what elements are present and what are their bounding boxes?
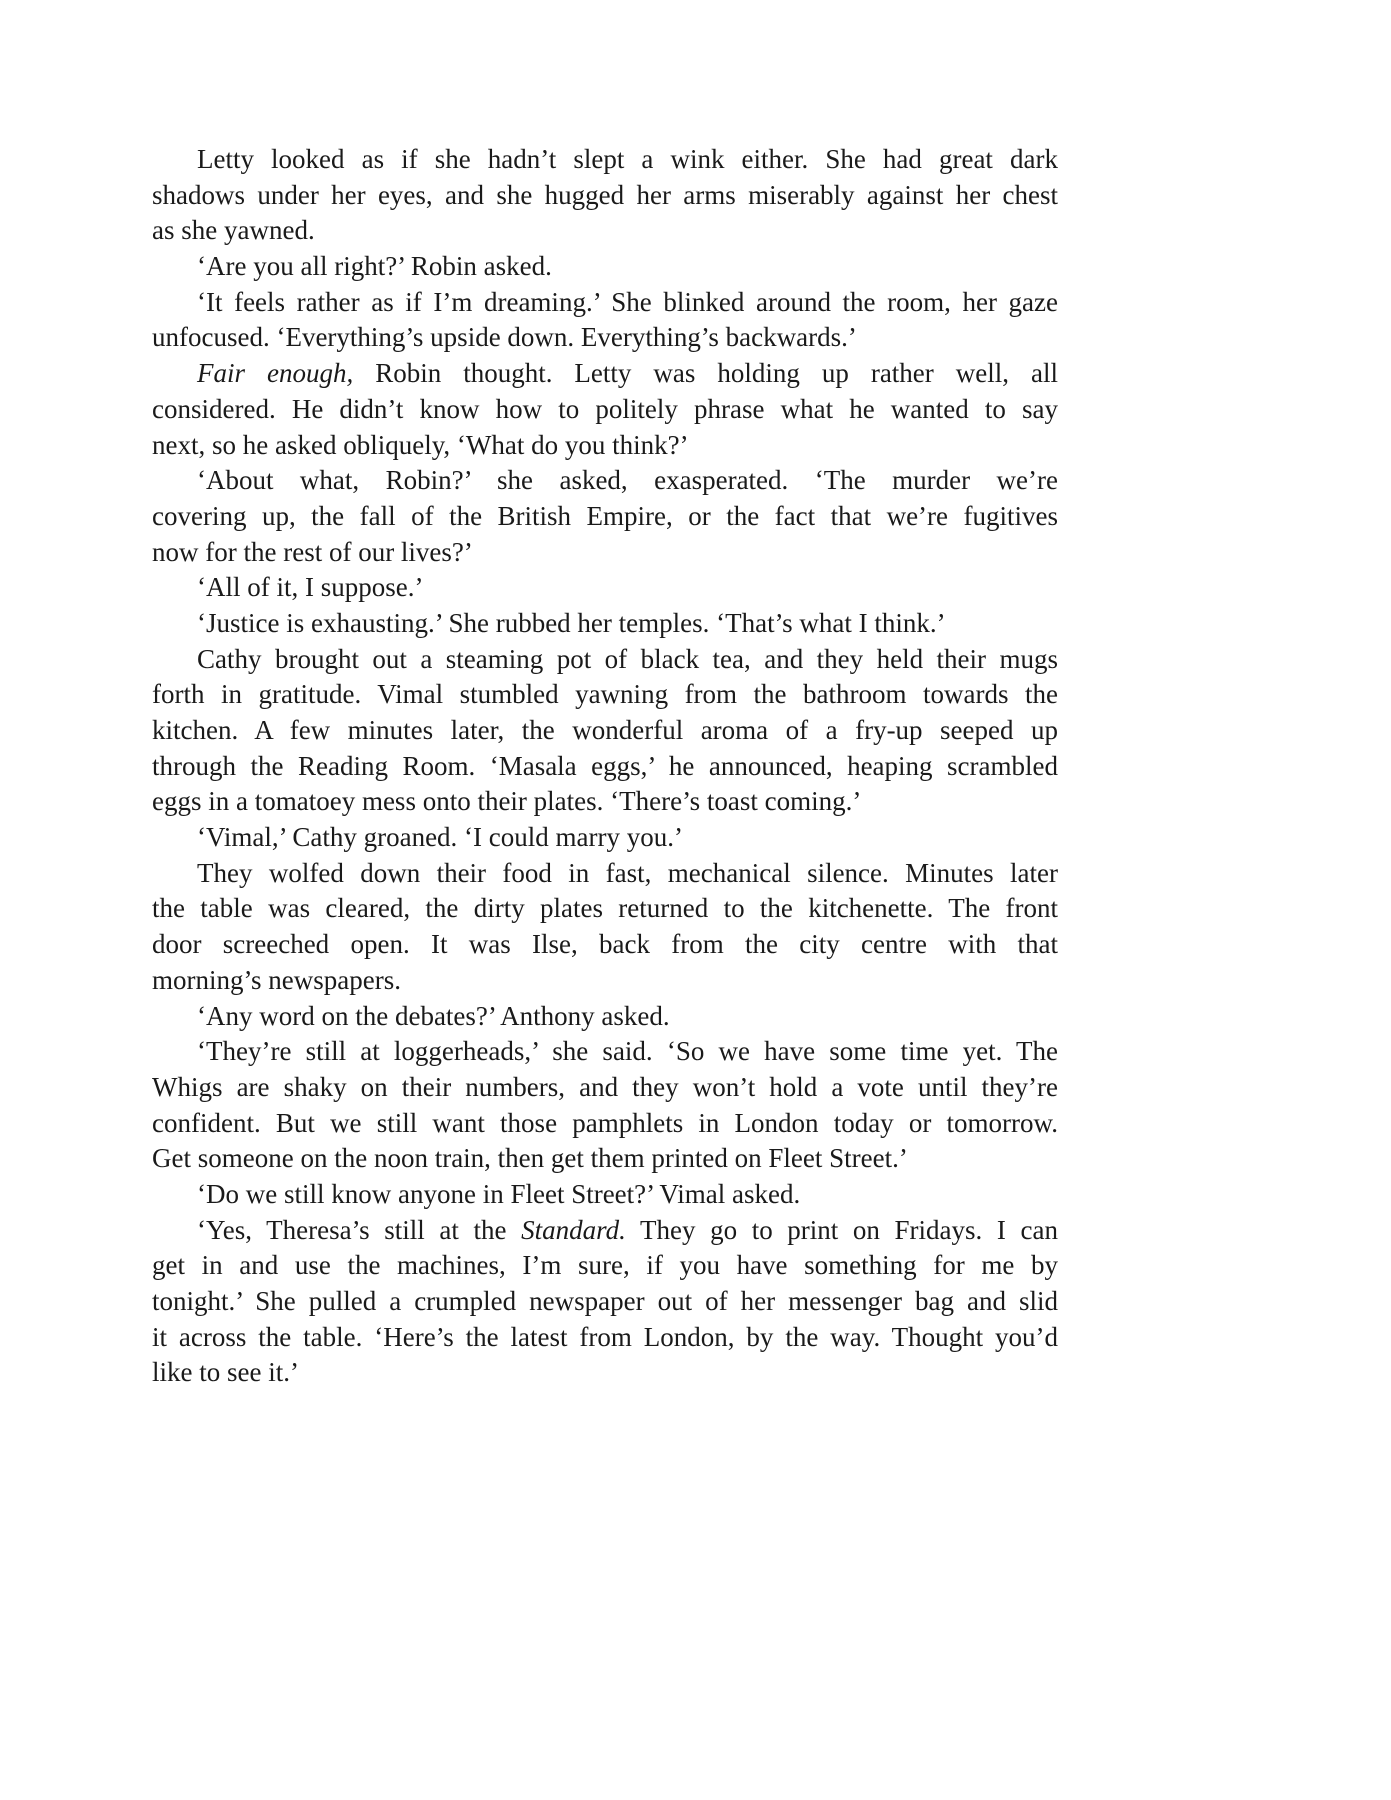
text-line [152,927,1058,963]
text-segment: Robin thought. Letty was holding up rather well, all [353,358,1058,389]
text-line [152,249,1058,285]
text-line [152,999,1058,1035]
text-segment: as she yawned. [152,215,315,246]
text-segment: Cathy brought out a steaming pot of black tea, and they held their mugs [197,643,1058,674]
text-segment: ‘It feels rather as if I’m dreaming.’ She blinked around the room, her gaze [197,286,1058,317]
text-segment: get in and use the machines, I’m sure, if you have something for me by [152,1250,1058,1281]
text-segment: Whigs are shaky on their numbers, and they won’t hold a vote until they’re [152,1071,1058,1102]
italic-text: Standard. [521,1214,626,1245]
paragraph [152,1034,1058,1177]
paragraph [152,570,1058,606]
text-segment: the table was cleared, the dirty plates returned to the kitchenette. The front [152,893,1058,924]
text-line [152,677,1058,713]
text-segment: next, so he asked obliquely, ‘What do you think?’ [152,429,689,460]
text-segment: through the Reading Room. ‘Masala eggs,’ he announced, heaping scrambled [152,750,1058,781]
text-line [152,428,1058,464]
text-line [152,356,1058,392]
text-segment: confident. But we still want those pamphlets in London today or tomorrow. [152,1107,1058,1138]
text-segment: ‘All of it, I suppose.’ [197,572,424,603]
text-line [152,392,1058,428]
text-line [152,499,1058,535]
text-segment: forth in gratitude. Vimal stumbled yawning from the bathroom towards the [152,679,1058,710]
paragraph [152,606,1058,642]
paragraph [152,820,1058,856]
text-line [152,570,1058,606]
text-line [152,1106,1058,1142]
text-line [152,784,1058,820]
text-line [152,1284,1058,1320]
text-segment: ‘They’re still at loggerheads,’ she said. ‘So we have some time yet. The [197,1036,1058,1067]
text-line [152,1320,1058,1356]
text-line [152,285,1058,321]
text-segment: ‘Do we still know anyone in Fleet Street?’ Vimal asked. [197,1178,801,1209]
text-segment: ‘Any word on the debates?’ Anthony asked. [197,1000,670,1031]
text-line [152,1213,1058,1249]
text-line [152,642,1058,678]
text-segment: covering up, the fall of the British Empire, or the fact that we’re fugitives [152,500,1058,531]
text-segment: They wolfed down their food in fast, mechanical silence. Minutes later [197,857,1058,888]
book-page-body [152,142,1058,1391]
paragraph [152,856,1058,999]
paragraph [152,249,1058,285]
text-line [152,1355,1058,1391]
text-segment: now for the rest of our lives?’ [152,536,473,567]
text-line [152,856,1058,892]
paragraph [152,999,1058,1035]
italic-text: Fair enough, [197,358,354,389]
text-segment: morning’s newspapers. [152,964,401,995]
paragraph [152,356,1058,463]
text-segment: eggs in a tomatoey mess onto their plates. ‘There’s toast coming.’ [152,786,862,817]
paragraph [152,285,1058,356]
text-line [152,213,1058,249]
text-segment: shadows under her eyes, and she hugged her arms miserably against her chest [152,179,1058,210]
text-segment: ‘About what, Robin?’ she asked, exasperated. ‘The murder we’re [197,465,1058,496]
text-segment: door screeched open. It was Ilse, back from the city centre with that [152,929,1058,960]
text-segment: ‘Are you all right?’ Robin asked. [197,251,552,282]
text-segment: unfocused. ‘Everything’s upside down. Everything’s backwards.’ [152,322,857,353]
text-segment: it across the table. ‘Here’s the latest from London, by the way. Thought you’d [152,1321,1058,1352]
text-segment: tonight.’ She pulled a crumpled newspaper out of her messenger bag and slid [152,1286,1058,1316]
text-line [152,320,1058,356]
text-line [152,713,1058,749]
text-line [152,1070,1058,1106]
text-line [152,1141,1058,1177]
text-line [152,463,1058,499]
text-line [152,820,1058,856]
text-segment: ‘Justice is exhausting.’ She rubbed her temples. ‘That’s what I think.’ [197,607,946,638]
text-segment: kitchen. A few minutes later, the wonderful aroma of a fry-up seeped up [152,715,1058,745]
text-segment: They go to print on Fridays. I can [625,1214,1058,1245]
text-line [152,963,1058,999]
paragraph [152,142,1058,249]
text-line [152,1248,1058,1284]
text-line [152,535,1058,571]
text-line [152,1034,1058,1070]
text-segment: Letty looked as if she hadn’t slept a wink either. She had great dark [197,144,1058,174]
paragraph [152,1213,1058,1391]
text-segment: Get someone on the noon train, then get them printed on Fleet Street.’ [152,1143,908,1174]
text-line [152,178,1058,214]
text-line [152,606,1058,642]
text-line [152,1177,1058,1213]
text-segment: like to see it.’ [152,1357,299,1388]
text-line [152,891,1058,927]
text-segment: ‘Yes, Theresa’s still at the [197,1214,522,1245]
paragraph [152,463,1058,570]
text-segment: ‘Vimal,’ Cathy groaned. ‘I could marry you.’ [197,822,683,853]
text-segment: considered. He didn’t know how to politely phrase what he wanted to say [152,393,1058,424]
text-line [152,749,1058,785]
text-line [152,142,1058,178]
paragraph [152,1177,1058,1213]
paragraph [152,642,1058,820]
